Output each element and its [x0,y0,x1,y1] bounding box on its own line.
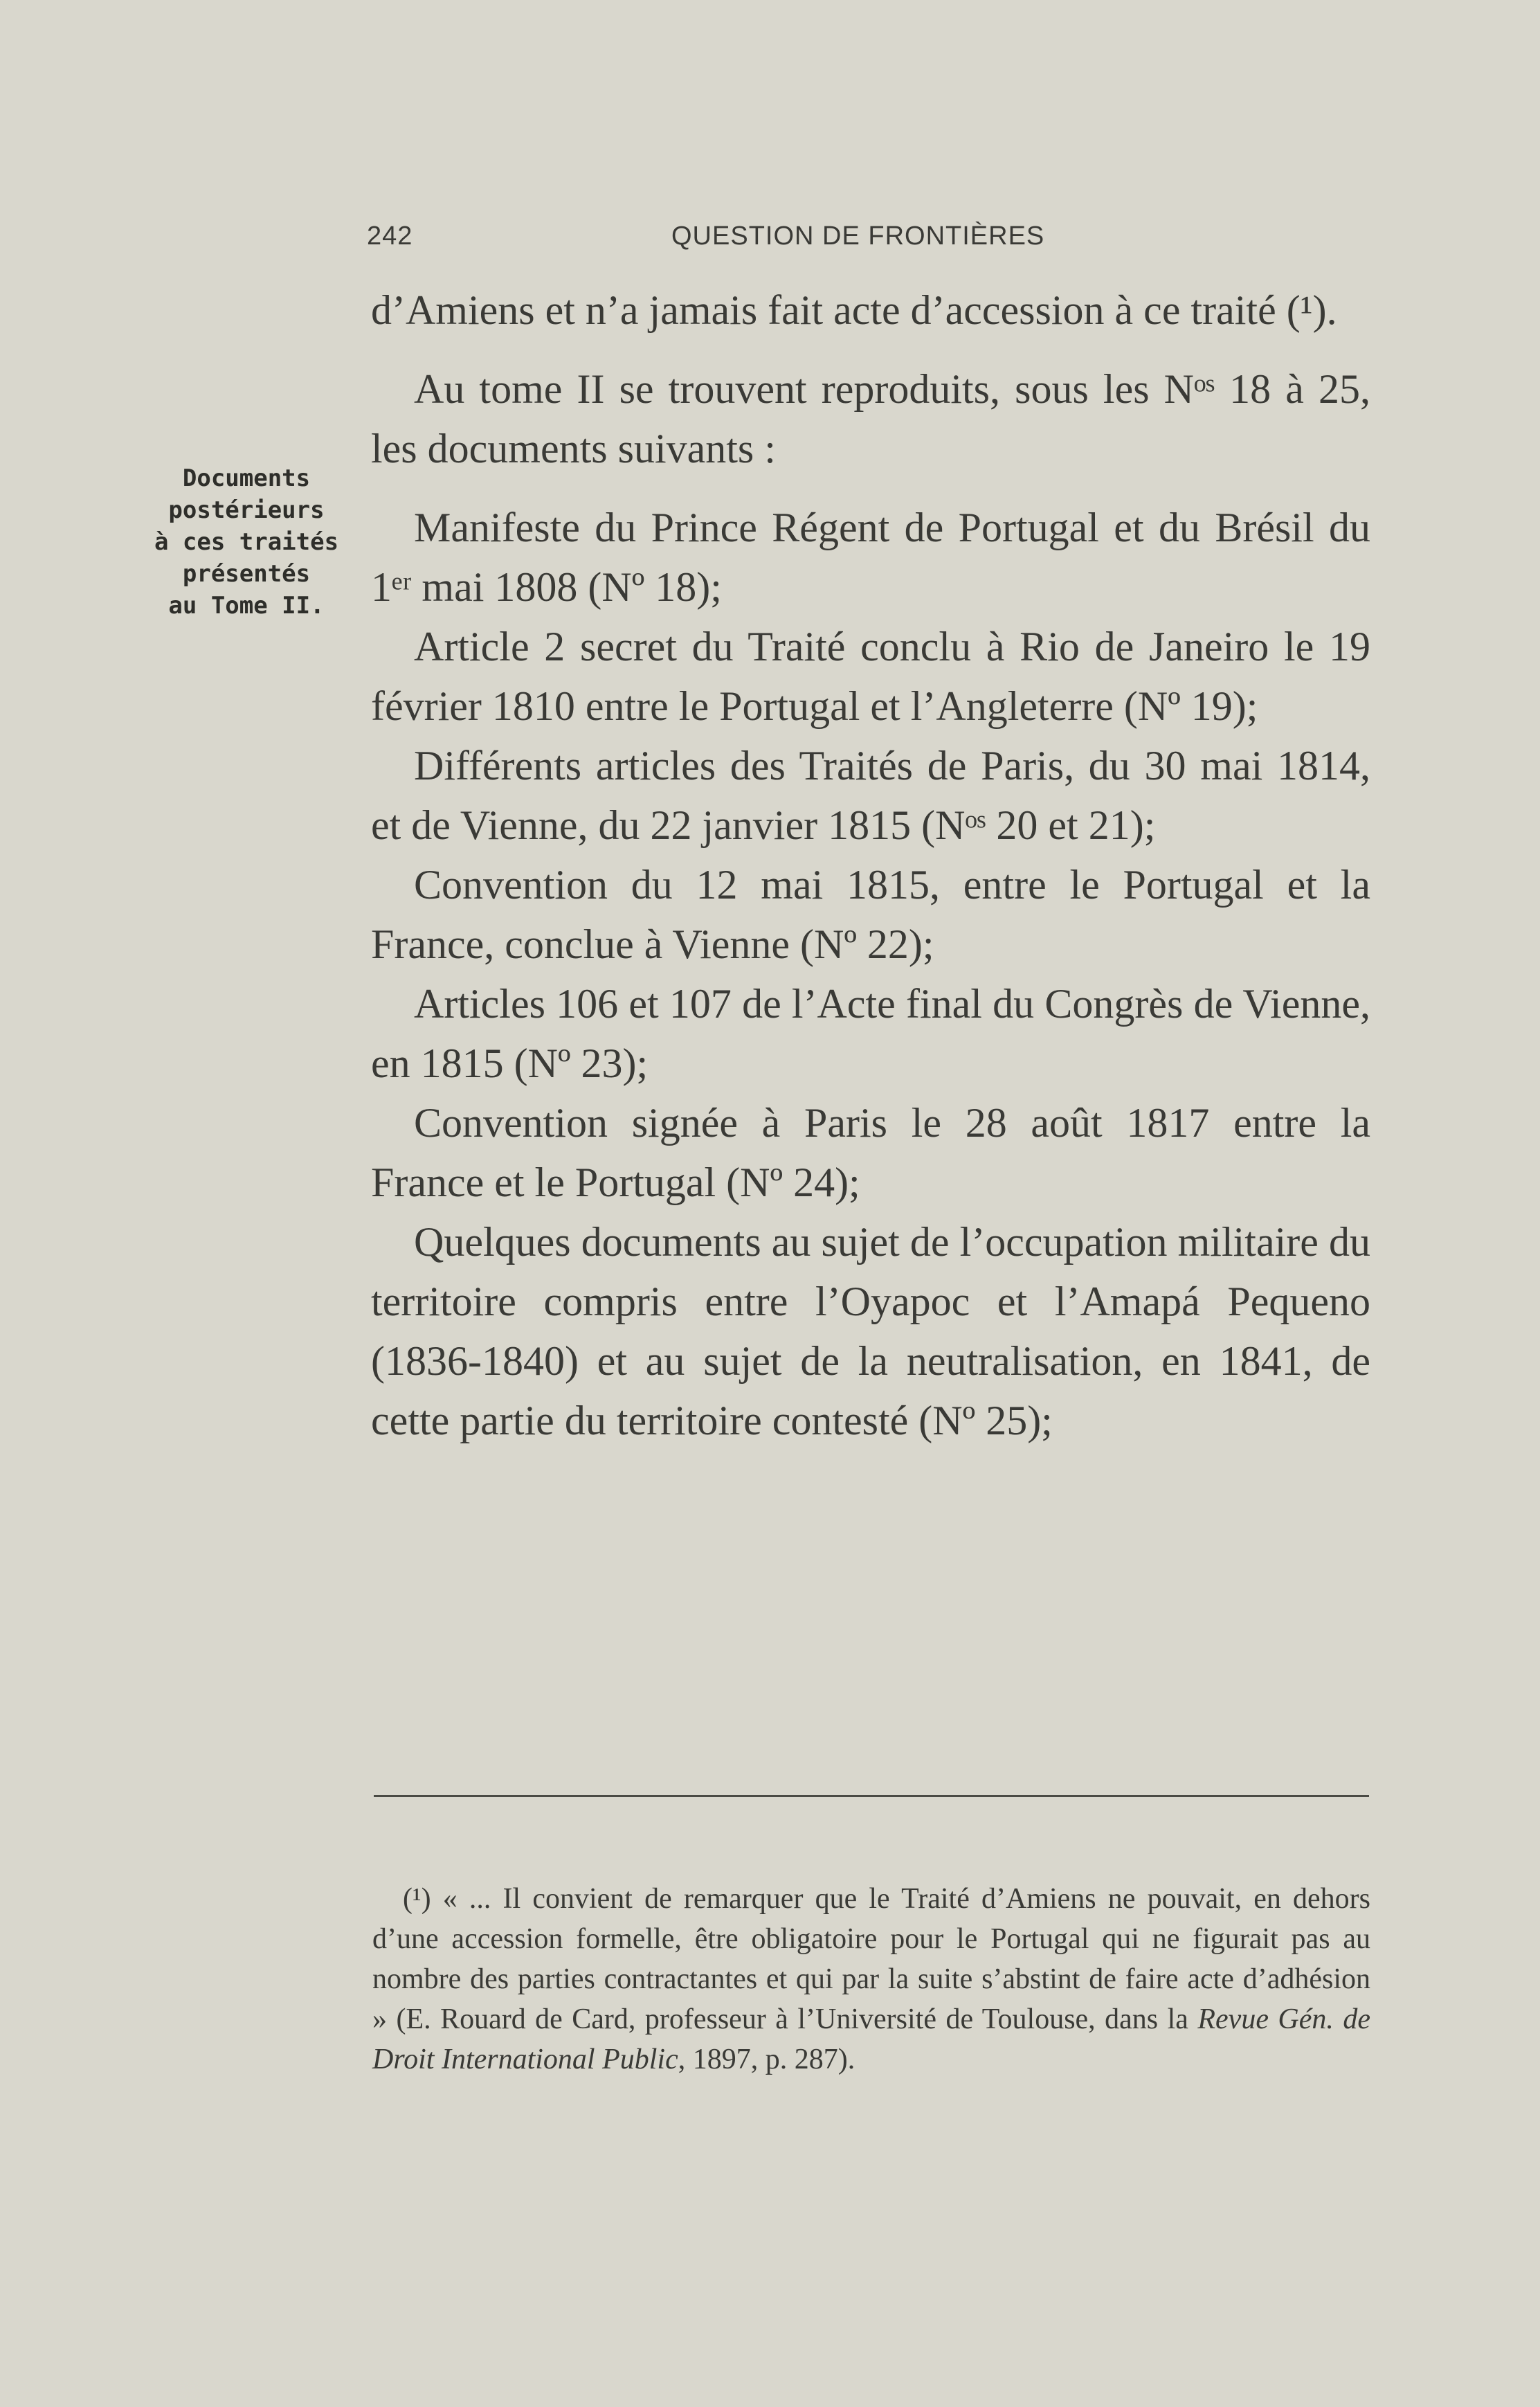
margin-note-line: présentés [182,560,311,588]
footnote-divider [374,1795,1369,1797]
margin-note-line: à ces traités [154,528,339,556]
running-title: QUESTION DE FRONTIÈRES [671,222,1045,251]
document-item: Quelques documents au sujet de l’occupation militaire du territoire compris entre l’Oyapoc et l’Amapá Pequeno (1836-1840) et au sujet de la neutralisation, en 1841, de cette partie du territoire contesté (Nº 25); [371,1219,1370,1443]
main-text [371,280,1370,1450]
margin-note-line: au Tome II. [168,592,325,620]
margin-note [138,462,354,622]
document-item: Convention du 12 mai 1815, entre le Portugal et la France, conclue à Vienne (Nº 22); [371,862,1370,967]
continuation-paragraph: d’Amiens et n’a jamais fait acte d’accession à ce traité (¹). [371,287,1337,333]
footnote [372,1879,1370,2080]
footnote-text: (¹) « ... Il convient de remarquer que le Traité d’Amiens ne pouvait, en dehors d’une accession formelle, être obligatoire pour le Portugal qui ne figurait pas au nombre des parties contractantes et qui par la suite s’abstint de faire acte d’adhésion » (E. Rouard de Card, professeur à l’Université de Toulouse, dans la [372,1883,1370,2035]
document-item: Articles 106 et 107 de l’Acte final du Congrès de Vienne, en 1815 (Nº 23); [371,981,1370,1086]
document-item: Article 2 secret du Traité conclu à Rio de Janeiro le 19 février 1810 entre le Portugal et l’Angleterre (Nº 19); [371,624,1370,729]
document-item: Manifeste du Prince Régent de Portugal et du Brésil du 1ᵉʳ mai 1808 (Nº 18); [371,505,1370,610]
footnote-citation-end: , 1897, p. 287). [678,2044,855,2075]
document-item: Convention signée à Paris le 28 août 1817 entre la France et le Portugal (Nº 24); [371,1100,1370,1205]
page-header [367,222,1370,263]
page-number: 242 [367,222,413,251]
document-item: Différents articles des Traités de Paris, du 30 mai 1814, et de Vienne, du 22 janvier 1815 (Nᵒˢ 20 et 21); [371,743,1370,848]
margin-note-line: postérieurs [168,496,325,524]
margin-note-line: Documents [182,465,311,492]
footnote-journal: Revue Gén. de Droit International Public [372,2003,1370,2075]
intro-paragraph: Au tome II se trouvent reproduits, sous les Nᵒˢ 18 à 25, les documents suivants : [371,366,1370,471]
